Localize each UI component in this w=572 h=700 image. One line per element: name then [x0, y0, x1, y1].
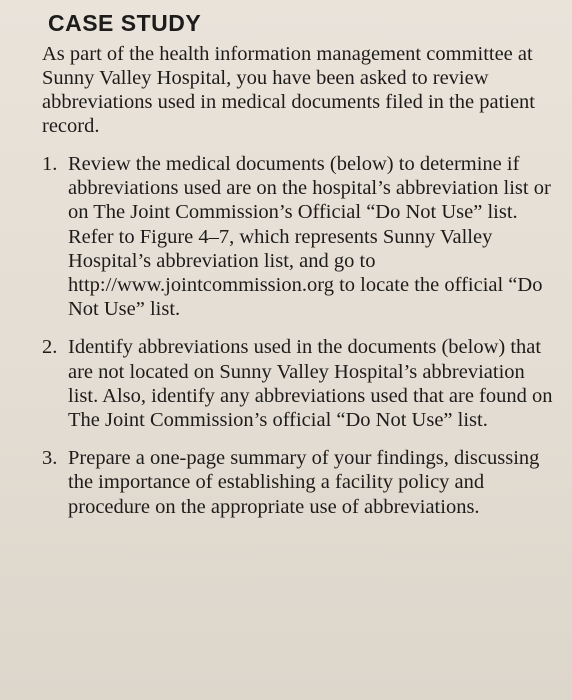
step-text: Identify abbreviations used in the documents (below) that are not located on Sunny Valley Hospital’s abbreviation list. Also, identify any abbreviations used that are found on The Joint Commission’s official “Do Not Use” list. — [68, 336, 553, 432]
step-2 — [42, 335, 554, 432]
step-number: 2. — [42, 336, 58, 359]
step-number: 3. — [42, 447, 58, 470]
step-text: Prepare a one-page summary of your findings, discussing the importance of establishing a facility policy and procedure on the appropriate use of abbreviations. — [68, 447, 540, 518]
case-study-intro: As part of the health information management committee at Sunny Valley Hospital, you have been asked to review abbreviations used in medical documents filed in the patient record. — [42, 43, 536, 137]
case-study-steps — [42, 152, 554, 519]
step-3 — [42, 446, 554, 519]
step-number: 1. — [42, 153, 58, 175]
step-1 — [42, 152, 554, 321]
case-study-heading: CASE STUDY — [48, 10, 202, 36]
step-text: Review the medical documents (below) to determine if abbreviations used are on the hospital’s abbreviation list or on The Joint Commission’s Official “Do Not Use” list. Refer to Figure 4–7, which represents Sunny Valley Hospital’s abbreviation list, and go to http://www.jointcommission.org to locate the official “Do Not Use” list. — [68, 153, 551, 321]
